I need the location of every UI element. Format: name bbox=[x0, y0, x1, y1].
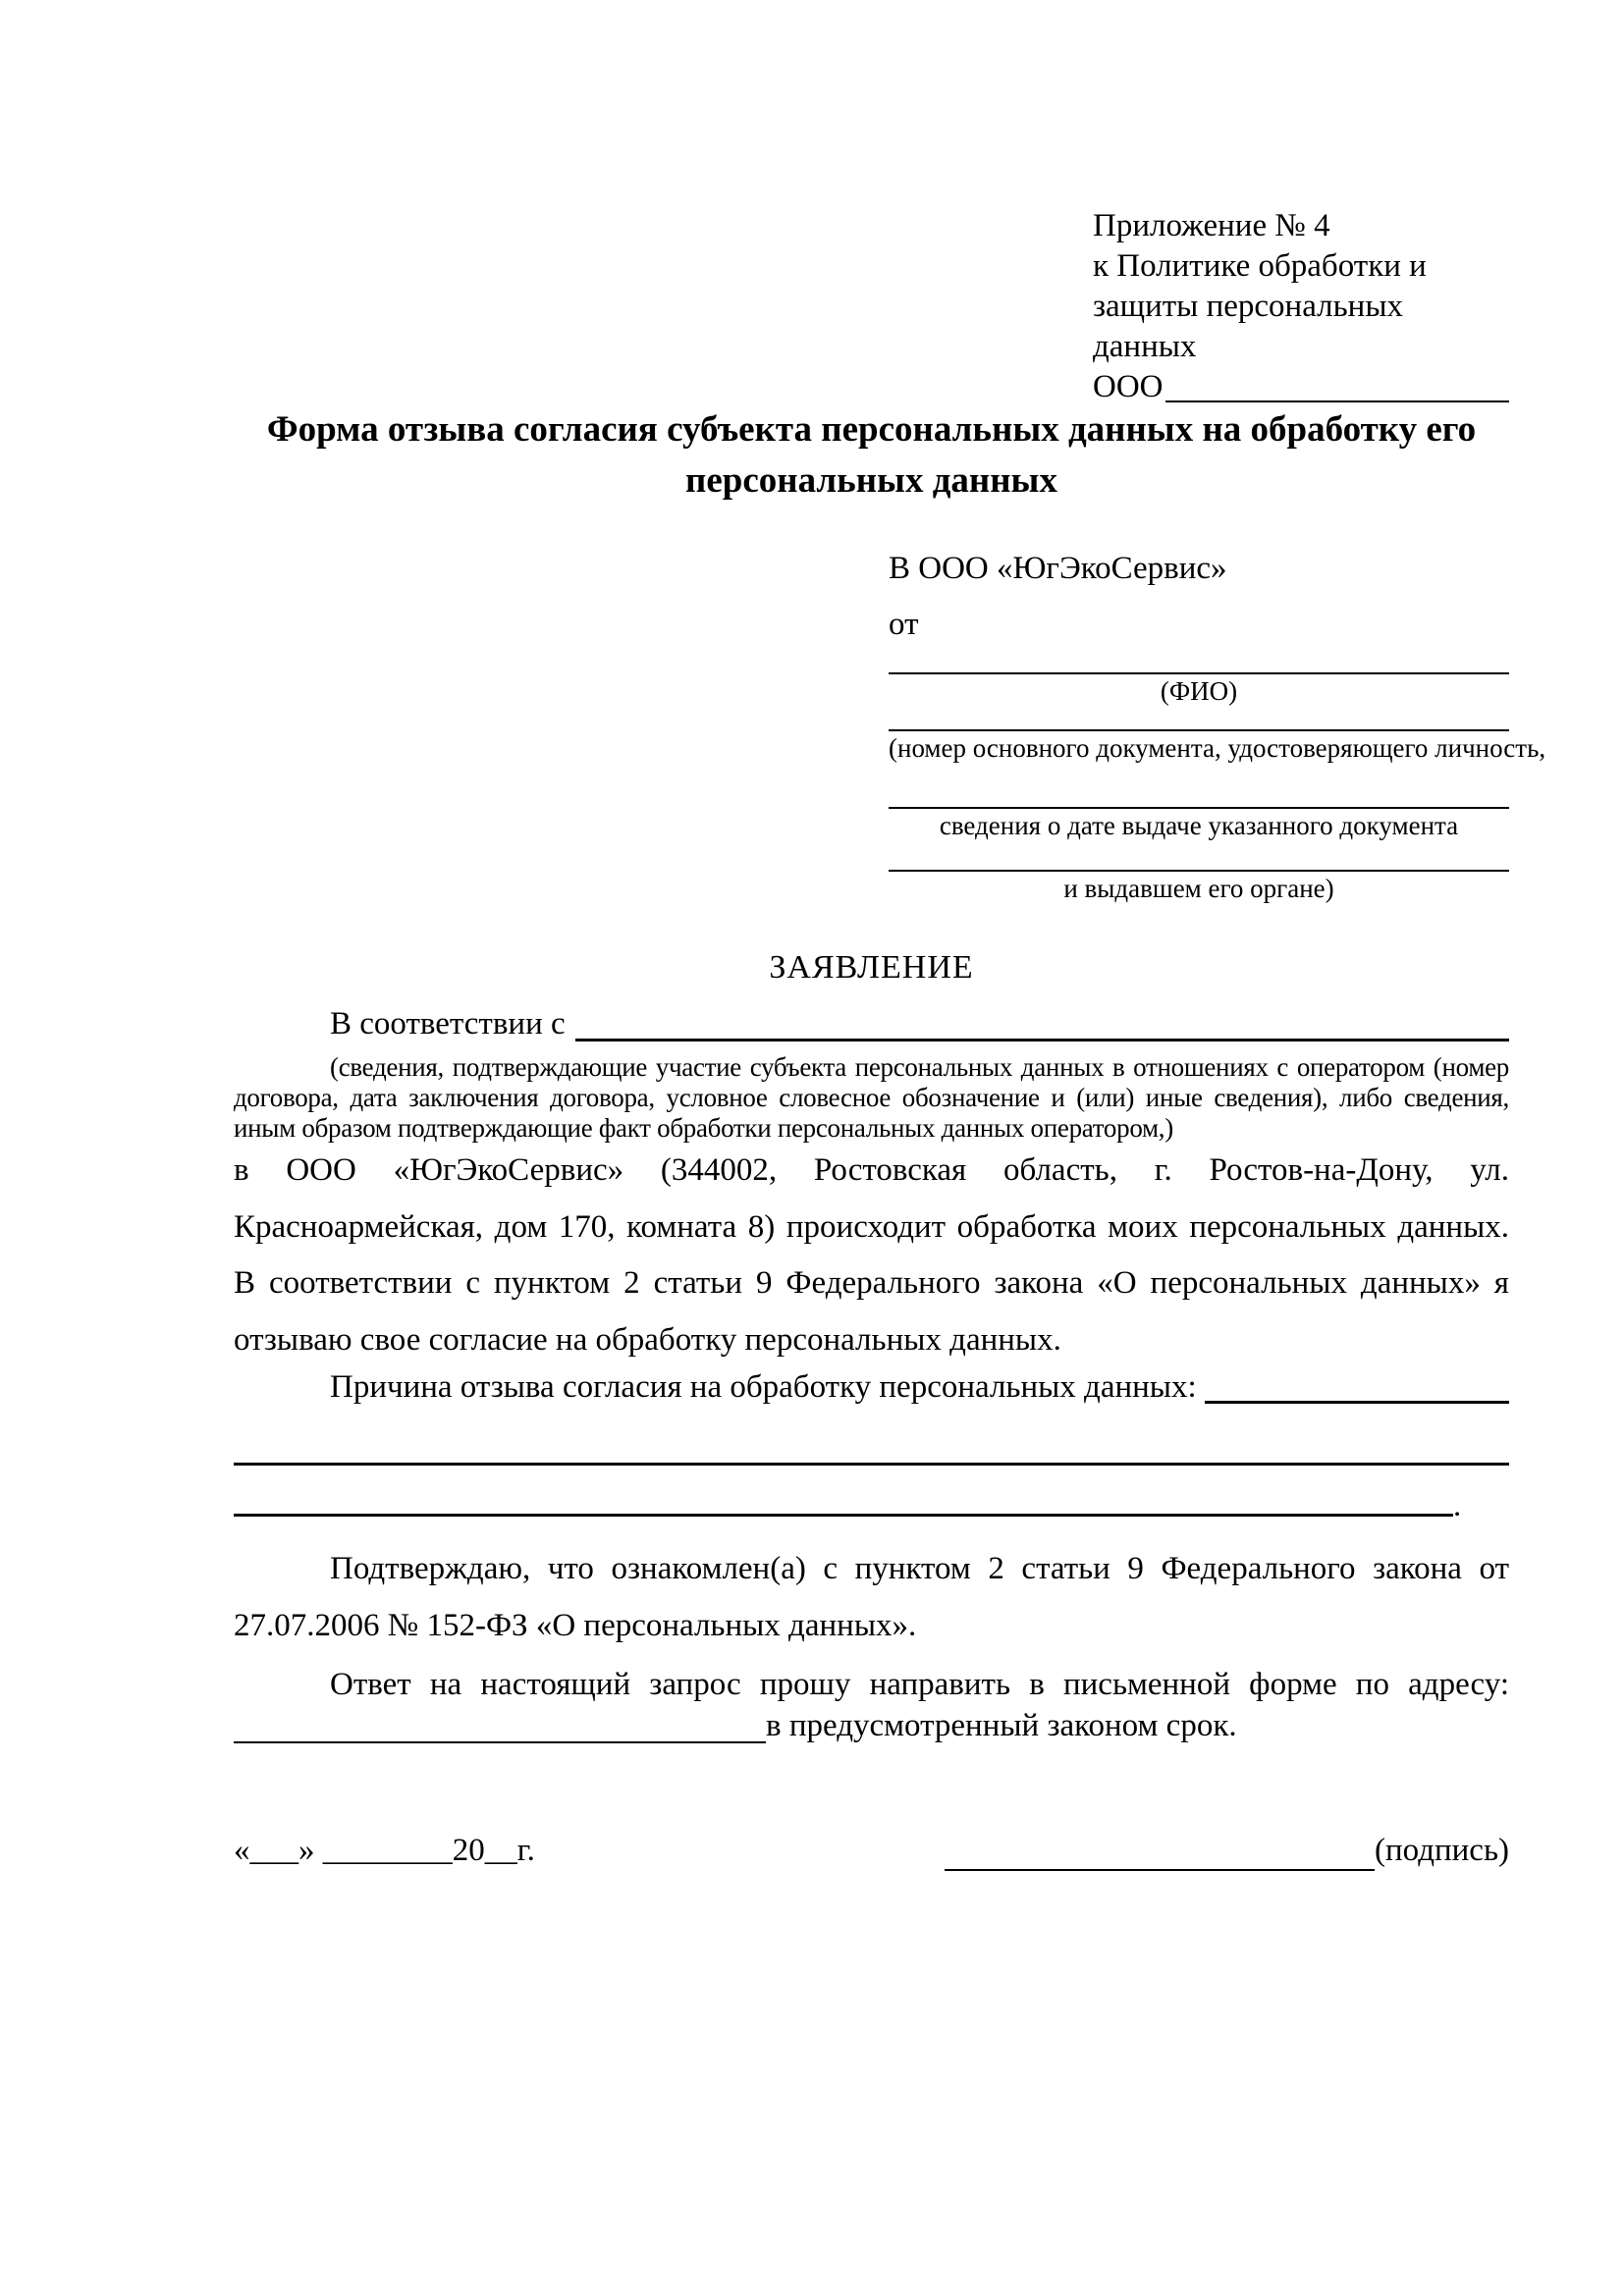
header-org-line bbox=[1093, 367, 1509, 407]
header-note-line-2: к Политике обработки и bbox=[1093, 248, 1427, 284]
addressee-to: В ООО «ЮгЭкоСервис» bbox=[889, 551, 1227, 586]
reason-blank-field bbox=[1205, 1370, 1509, 1404]
org-name-blank-field bbox=[1165, 367, 1510, 402]
reason-blank-line-2 bbox=[234, 1484, 1509, 1523]
header-note bbox=[1093, 206, 1509, 407]
reason-lead: Причина отзыва согласия на обработку персональных данных: bbox=[330, 1369, 1197, 1405]
fio-caption: (ФИО) bbox=[1160, 676, 1238, 706]
reason-line bbox=[234, 1370, 1509, 1404]
reason-end-period: . bbox=[1453, 1488, 1462, 1523]
statement-heading: ЗАЯВЛЕНИЕ bbox=[769, 949, 974, 986]
reason-blank-line-2-field bbox=[234, 1481, 1453, 1517]
issuing-authority-blank-field bbox=[889, 842, 1509, 872]
accordance-line bbox=[234, 1005, 1509, 1042]
document-title: Форма отзыва согласия субъекта персональных данных на обработку его персональных данных bbox=[266, 409, 1477, 501]
fio-blank-field bbox=[889, 653, 1509, 674]
header-note-line-1: Приложение № 4 bbox=[1093, 208, 1330, 243]
issue-date-blank-field bbox=[889, 765, 1509, 809]
body-paragraph: в ООО «ЮгЭкоСервис» (344002, Ростовская область, г. Ростов-на-Дону, ул. Красноармейская, дом 170, комната 8) происходит обработка моих персональных данных. В соответствии с пунктом 2 статьи 9 Федерального закона «О персональных данных» я отзываю свое согласие на обработку персональных данных. bbox=[234, 1152, 1509, 1358]
fine-print-note: (сведения, подтверждающие участие субъекта персональных данных в отношениях с оператором (номер договора, дата заключения договора, условное словесное обозначение и (или) иные сведения), либо сведения, иным образом подтверждающие факт обработки персональных данных оператором,) bbox=[234, 1052, 1509, 1143]
signature-caption: (подпись) bbox=[1375, 1833, 1509, 1868]
signature-blank-field bbox=[945, 1838, 1375, 1871]
header-note-line-3: защиты персональных данных bbox=[1093, 289, 1403, 364]
date-line: «___» ________20__г. bbox=[234, 1833, 535, 1868]
document-number-blank-field bbox=[889, 708, 1509, 731]
reply-tail-text: в предусмотренный законом срок. bbox=[766, 1708, 1237, 1743]
reply-address-line bbox=[234, 1708, 1509, 1743]
reason-blank-line-1 bbox=[234, 1431, 1509, 1466]
footer-row bbox=[234, 1830, 1509, 1871]
issuing-authority-caption: и выдавшем его органе) bbox=[1063, 874, 1334, 903]
org-prefix: ООО bbox=[1093, 369, 1164, 404]
issue-date-caption: сведения о дате выдаче указанного документа bbox=[939, 811, 1459, 840]
signature-area bbox=[945, 1830, 1509, 1871]
reply-request-paragraph: Ответ на настоящий запрос прошу направить в письменной форме по адресу: bbox=[330, 1667, 1509, 1702]
reply-address-blank-field bbox=[234, 1710, 766, 1743]
addressee-from-label: от bbox=[889, 607, 919, 642]
confirmation-paragraph: Подтверждаю, что ознакомлен(а) с пунктом 2 статьи 9 Федерального закона от 27.07.2006 № 152-ФЗ «О персональных данных». bbox=[234, 1551, 1509, 1643]
addressee-block bbox=[889, 541, 1546, 905]
document-number-caption: (номер основного документа, удостоверяющего личность, bbox=[889, 733, 1546, 763]
accordance-blank-field bbox=[575, 1005, 1509, 1041]
accordance-lead: В соответствии с bbox=[330, 1006, 566, 1041]
